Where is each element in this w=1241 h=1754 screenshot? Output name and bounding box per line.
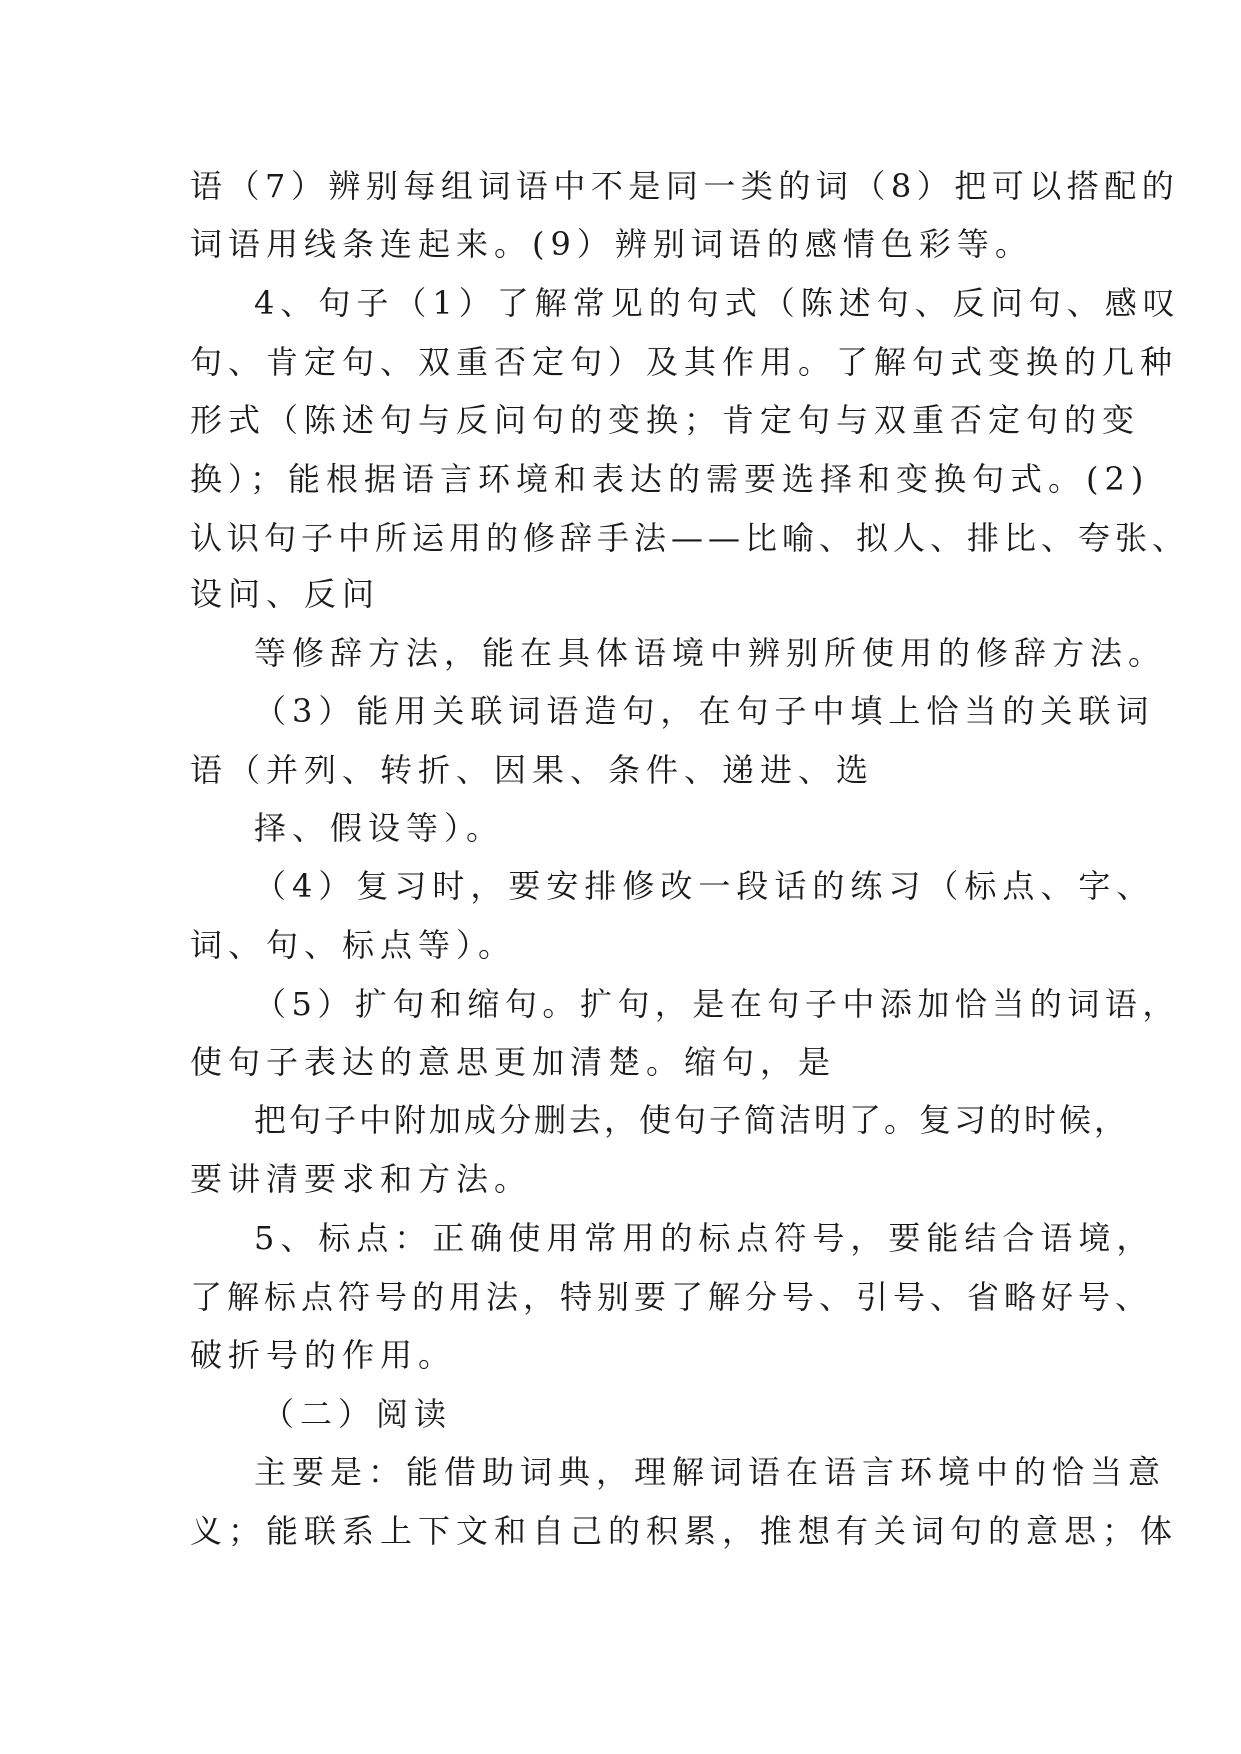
text-line: 5、标点：正确使用常用的标点符号，要能结合语境，: [254, 1219, 1155, 1257]
text-line: 了解标点符号的用法，特别要了解分号、引号、省略好号、: [190, 1278, 1153, 1316]
text-line: 语（7）辨别每组词语中不是同一类的词（8）把可以搭配的: [190, 167, 1180, 205]
text-line: 破折号的作用。: [190, 1336, 457, 1374]
text-line: （5）扩句和缩句。扩句，是在句子中添加恰当的词语，: [254, 985, 1180, 1023]
text-line: （4）复习时，要安排修改一段话的练习（标点、字、: [254, 867, 1155, 905]
text-line: 4、句子（1）了解常见的句式（陈述句、反问句、感叹: [254, 284, 1181, 322]
text-line: 义；能联系上下文和自己的积累，推想有关词句的意思；体: [190, 1512, 1179, 1550]
text-line: 择、假设等）。: [254, 809, 505, 847]
text-line: 认识句子中所运用的修辞手法——比喻、拟人、排比、夸张、: [190, 519, 1190, 557]
text-line: 语（并列、转折、因果、条件、递进、选: [190, 751, 875, 789]
text-line: 主要是：能借助词典，理解词语在语言环境中的恰当意: [254, 1453, 1167, 1491]
text-line: 词、句、标点等）。: [190, 926, 517, 964]
text-line: 使句子表达的意思更加清楚。缩句，是: [190, 1043, 837, 1081]
text-line: 把句子中附加成分删去，使句子简洁明了。复习的时候，: [254, 1101, 1130, 1139]
text-line: 设问、反问: [190, 575, 381, 613]
text-line: （3）能用关联词语造句，在句子中填上恰当的关联词: [254, 692, 1155, 730]
text-line: 换）；能根据语言环境和表达的需要选择和变换句式。(2): [190, 460, 1150, 498]
text-line: 要讲清要求和方法。: [190, 1160, 533, 1198]
text-line: 词语用线条连起来。(9）辨别词语的感情色彩等。: [190, 225, 1033, 263]
section-heading: （二）阅读: [262, 1395, 453, 1433]
text-line: 句、肯定句、双重否定句）及其作用。了解句式变换的几种: [190, 343, 1179, 381]
text-line: 形式（陈述句与反问句的变换；肯定句与双重否定句的变: [190, 401, 1141, 439]
text-line: 等修辞方法，能在具体语境中辨别所使用的修辞方法。: [254, 634, 1167, 672]
